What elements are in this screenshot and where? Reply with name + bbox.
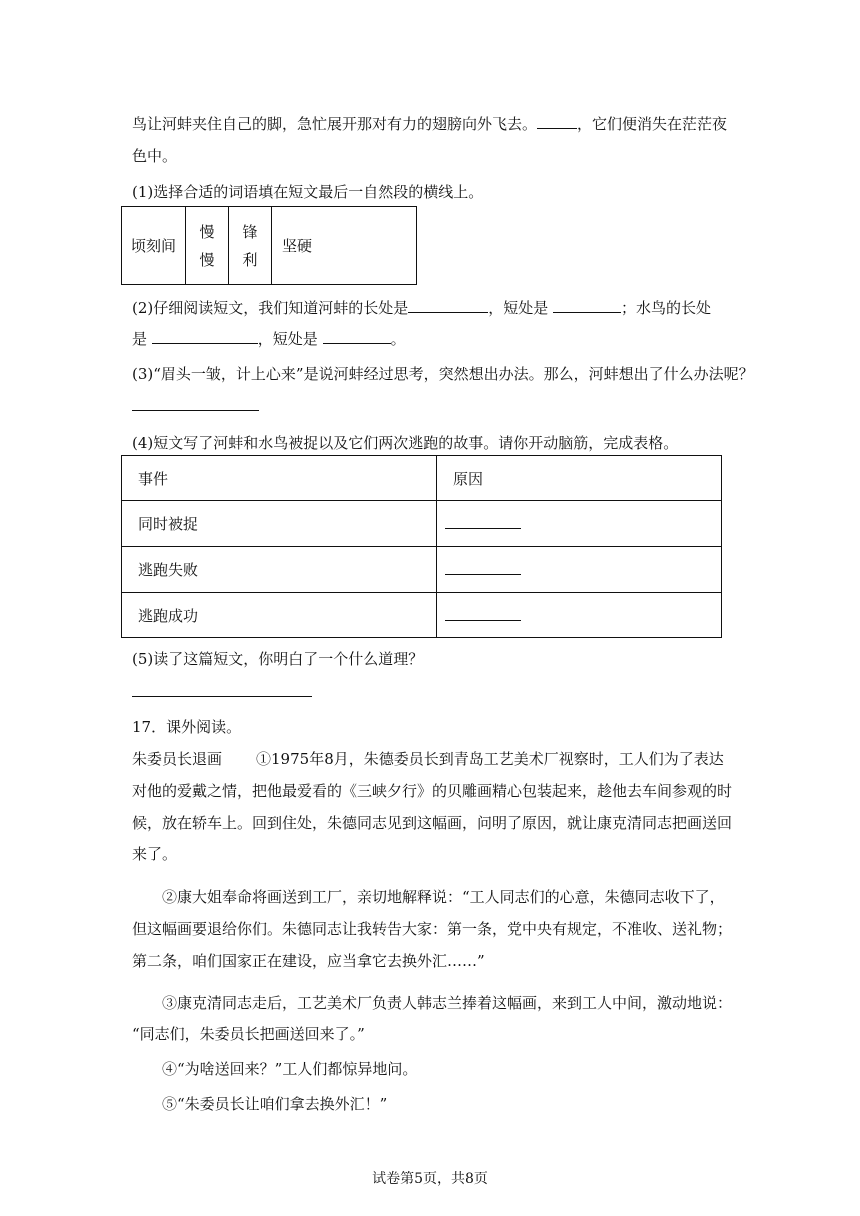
q2-line-2: 是 ，短处是 。 — [132, 330, 406, 348]
q5-answer-line[interactable] — [132, 696, 312, 697]
passage-line-2: 色中。 — [132, 147, 178, 165]
table-row-cause[interactable] — [437, 593, 722, 638]
table-header-cause: 原因 — [437, 456, 722, 501]
table-row-cause[interactable] — [437, 501, 722, 547]
answer-blank[interactable] — [537, 114, 577, 129]
q17-p3-line-1: ③康克清同志走后，工艺美术厂负责人韩志兰捧着这幅画，来到工人中间，激动地说： — [162, 994, 733, 1012]
q5-prompt: (5)读了这篇短文，你明白了一个什么道理？ — [132, 650, 424, 668]
table-row-event: 同时被捉 — [122, 501, 437, 547]
table-row-event: 逃跑失败 — [122, 547, 437, 593]
table-header-event: 事件 — [122, 456, 437, 501]
table-row-event: 逃跑成功 — [122, 593, 437, 638]
answer-blank[interactable] — [553, 298, 621, 313]
q17-p2-line-1: ②康大姐奉命将画送到工厂，亲切地解释说：“工人同志们的心意，朱德同志收下了， — [162, 888, 725, 906]
q17-heading: 17．课外阅读。 — [132, 718, 242, 736]
q3-answer-line[interactable] — [132, 410, 259, 411]
q2-line-1: (2)仔细阅读短文，我们知道河蚌的长处是 ，短处是 ；水鸟的长处 — [132, 299, 712, 317]
word-option: 坚硬 — [272, 207, 417, 285]
answer-blank[interactable] — [408, 298, 488, 313]
q17-p4: ④“为啥送回来？”工人们都惊异地问。 — [162, 1060, 418, 1078]
event-cause-table — [121, 455, 722, 638]
q17-p1-line-1: 朱委员长退画 ①1975年8月，朱德委员长到青岛工艺美术厂视察时，工人们为了表达 — [132, 750, 724, 768]
answer-blank[interactable] — [152, 329, 258, 344]
q17-p1-line-3: 候，放在轿车上。回到住处，朱德同志见到这幅画，问明了原因，就让康克清同志把画送回 — [132, 814, 733, 832]
q17-p5: ⑤“朱委员长让咱们拿去换外汇！” — [162, 1095, 388, 1113]
table-row-cause[interactable] — [437, 547, 722, 593]
q17-p1-line-4: 来了。 — [132, 845, 178, 863]
passage-line-1: 鸟让河蚌夹住自己的脚，急忙展开那对有力的翅膀向外飞去。 ，它们便消失在茫茫夜 — [132, 115, 728, 133]
word-option: 锋 利 — [229, 207, 272, 285]
q17-p3-line-2: “同志们，朱委员长把画送回来了。” — [132, 1025, 365, 1043]
word-choice-table — [121, 206, 417, 285]
q4-prompt: (4)短文写了河蚌和水鸟被捉以及它们两次逃跑的故事。请你开动脑筋，完成表格。 — [132, 434, 679, 452]
q17-p2-line-2: 但这幅画要退给你们。朱德同志让我转告大家：第一条，党中央有规定，不准收、送礼物； — [132, 920, 733, 938]
q3-prompt: (3)“眉头一皱，计上心来”是说河蚌经过思考，突然想出办法。那么，河蚌想出了什么办法呢？ — [132, 365, 754, 383]
word-option: 慢 慢 — [186, 207, 229, 285]
answer-blank[interactable] — [323, 329, 391, 344]
q17-p2-line-3: 第二条，咱们国家正在建设，应当拿它去换外汇……” — [132, 952, 485, 970]
q17-p1-line-2: 对他的爱戴之情，把他最爱看的《三峡夕行》的贝雕画精心包装起来，趁他去车间参观的时 — [132, 782, 733, 800]
article-title: 朱委员长退画 — [132, 750, 223, 768]
page-footer: 试卷第5页，共8页 — [372, 1171, 488, 1187]
word-option: 顷刻间 — [122, 207, 186, 285]
q1-prompt: (1)选择合适的词语填在短文最后一自然段的横线上。 — [132, 183, 484, 201]
